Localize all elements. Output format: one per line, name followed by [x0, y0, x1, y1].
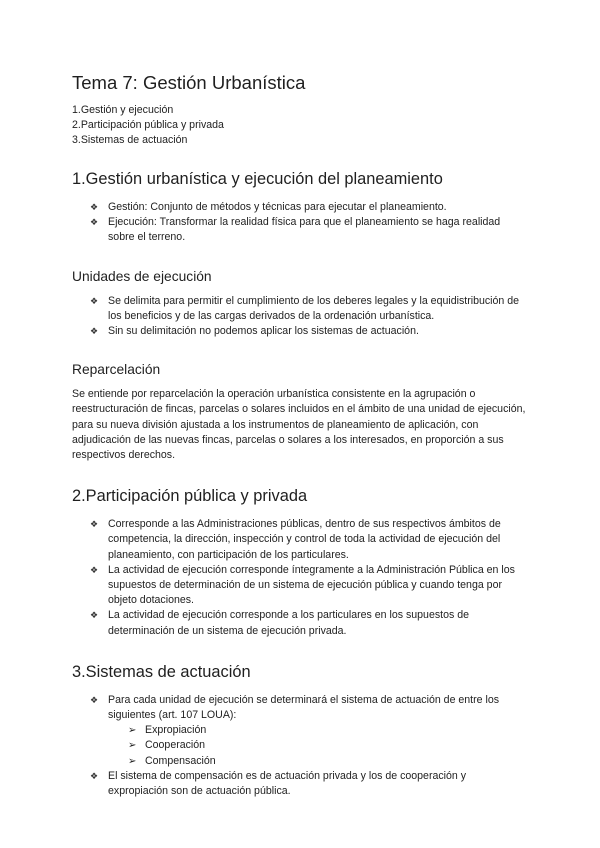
diamond-bullet-icon: ❖ [90, 217, 99, 228]
sublist-item-text: Compensación [145, 754, 216, 767]
list-item [90, 294, 528, 324]
subsection-heading-unidades: Unidades de ejecución [72, 268, 212, 284]
list-item-text: La actividad de ejecución corresponde a los particulares en los supuestos de determinación de un sistema de ejecución privada. [108, 609, 469, 637]
document-title: Tema 7: Gestión Urbanística [72, 72, 306, 93]
list-item [90, 517, 528, 563]
sublist-item [128, 723, 528, 738]
section-1-list [72, 200, 528, 246]
diamond-bullet-icon: ❖ [90, 610, 99, 621]
list-item [90, 200, 528, 215]
list-item-text: Sin su delimitación no podemos aplicar los sistemas de actuación. [108, 325, 419, 338]
list-item-text: Ejecución: Transformar la realidad física para que el planeamiento se haga realidad sobre el terreno. [108, 216, 501, 244]
sublist-item-text: Cooperación [145, 739, 206, 752]
toc-item: 2.Participación pública y privada [72, 119, 224, 131]
list-item-text: Para cada unidad de ejecución se determinará el sistema de actuación de entre los siguientes (art. 107 LOUA): [108, 693, 500, 722]
diamond-bullet-icon: ❖ [90, 564, 99, 575]
toc-item: 3.Sistemas de actuación [72, 134, 188, 146]
subsection-heading-reparcelacion: Reparcelación [72, 362, 161, 378]
section-1-heading: 1.Gestión urbanística y ejecución del planeamiento [72, 170, 443, 188]
section-3-heading: 3.Sistemas de actuación [72, 662, 251, 681]
sublist-item [128, 738, 528, 753]
arrow-bullet-icon: ➢ [128, 725, 137, 737]
list-item [90, 215, 528, 245]
diamond-bullet-icon: ❖ [90, 694, 99, 705]
diamond-bullet-icon: ❖ [90, 202, 99, 212]
list-item [90, 324, 528, 339]
sublist-item [128, 754, 528, 769]
diamond-bullet-icon: ❖ [90, 770, 99, 781]
diamond-bullet-icon: ❖ [90, 326, 99, 337]
list-item [90, 563, 528, 609]
diamond-bullet-icon: ❖ [90, 295, 99, 306]
section-2-list [72, 517, 528, 639]
list-item-text: Corresponde a las Administraciones públicas, dentro de sus respectivos ámbitos de competencia, la dirección, inspección y control de toda la actividad de ejecución del planeamiento, con participación de los particulares. [108, 518, 501, 561]
list-item-text: La actividad de ejecución corresponde íntegramente a la Administración Pública en los supuestos de determinación de un sistema de ejecución pública y cuando tenga por objeto dotaciones. [108, 563, 515, 607]
list-item-text: El sistema de compensación es de actuación privada y los de cooperación y expropiación son de actuación pública. [108, 769, 467, 798]
arrow-bullet-icon: ➢ [128, 740, 137, 752]
diamond-bullet-icon: ❖ [90, 519, 99, 530]
list-item-text: Se delimita para permitir el cumplimiento de los deberes legales y la equidistribución de los beneficios y de las cargas derivados de la ordenación urbanística. [108, 294, 520, 322]
section-2-heading: 2.Participación pública y privada [72, 487, 308, 506]
sistemas-sublist [108, 723, 528, 769]
list-item [90, 769, 528, 799]
list-item-text: Gestión: Conjunto de métodos y técnicas para ejecutar el planeamiento. [108, 201, 447, 213]
table-of-contents [72, 103, 528, 148]
list-item [90, 693, 528, 769]
section-3-list [72, 693, 528, 799]
arrow-bullet-icon: ➢ [128, 755, 137, 767]
toc-item: 1.Gestión y ejecución [72, 104, 174, 116]
sublist-item-text: Expropiación [145, 724, 207, 737]
reparcelacion-paragraph: Se entiende por reparcelación la operación urbanística consistente en la agrupación o reestructuración de fincas, parcelas o solares incluidos en el ámbito de una unidad de ejecución, para su nueva división ajustada a los instrumentos de planeamiento de aplicación, con adjudicación de las nuevas fincas, parcelas o solares a los interesados, en proporción a sus respectivos derechos. [72, 388, 526, 462]
list-item [90, 608, 528, 638]
unidades-list [72, 294, 528, 340]
